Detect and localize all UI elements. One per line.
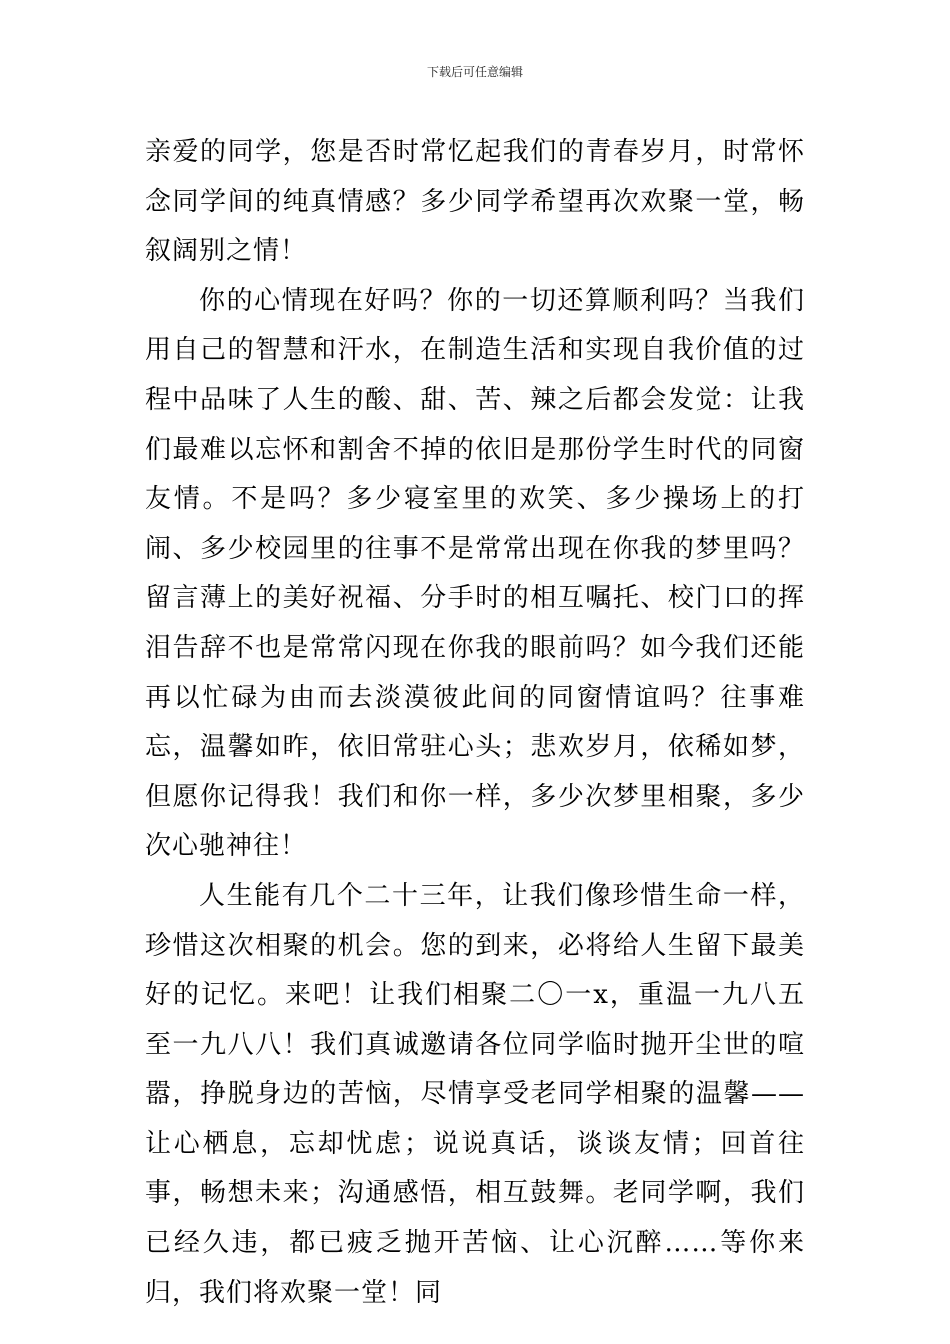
paragraph-invitation: 人生能有几个二十三年，让我们像珍惜生命一样，珍惜这次相聚的机会。您的到来，必将给人生留下最美好的记忆。来吧！让我们相聚二〇一x，重温一九八五至一九八八！我们真诚邀请各位同学临时抛开尘世的喧嚣，挣脱身边的苦恼，尽情享受老同学相聚的温馨——让心栖息，忘却忧虑；说说真话，谈谈友情；回首往事，畅想未来；沟通感悟，相互鼓舞。老同学啊，我们已经久违，都已疲乏抛开苦恼、让心沉醉……等你来归，我们将欢聚一堂！同 <box>145 880 805 1308</box>
paragraph-greeting: 亲爱的同学，您是否时常忆起我们的青春岁月，时常怀念同学间的纯真情感？多少同学希望再次欢聚一堂，畅叙阔别之情！ <box>145 137 805 267</box>
document-body <box>145 128 805 1318</box>
page-header: 下载后可任意编辑 <box>426 65 523 79</box>
paragraph-memories: 你的心情现在好吗？你的一切还算顺利吗？当我们用自己的智慧和汗水，在制造生活和实现自我价值的过程中品味了人生的酸、甜、苦、辣之后都会发觉：让我们最难以忘怀和割舍不掉的依旧是那份学生时代的同窗友情。不是吗？多少寝室里的欢笑、多少操场上的打闹、多少校园里的往事不是常常出现在你我的梦里吗？留言薄上的美好祝福、分手时的相互嘱托、校门口的挥泪告辞不也是常常闪现在你我的眼前吗？如今我们还能再以忙碌为由而去淡漠彼此间的同窗情谊吗？往事难忘，温馨如昨，依旧常驻心头；悲欢岁月，依稀如梦，但愿你记得我！我们和你一样，多少次梦里相聚，多少次心驰神往！ <box>145 285 805 862</box>
